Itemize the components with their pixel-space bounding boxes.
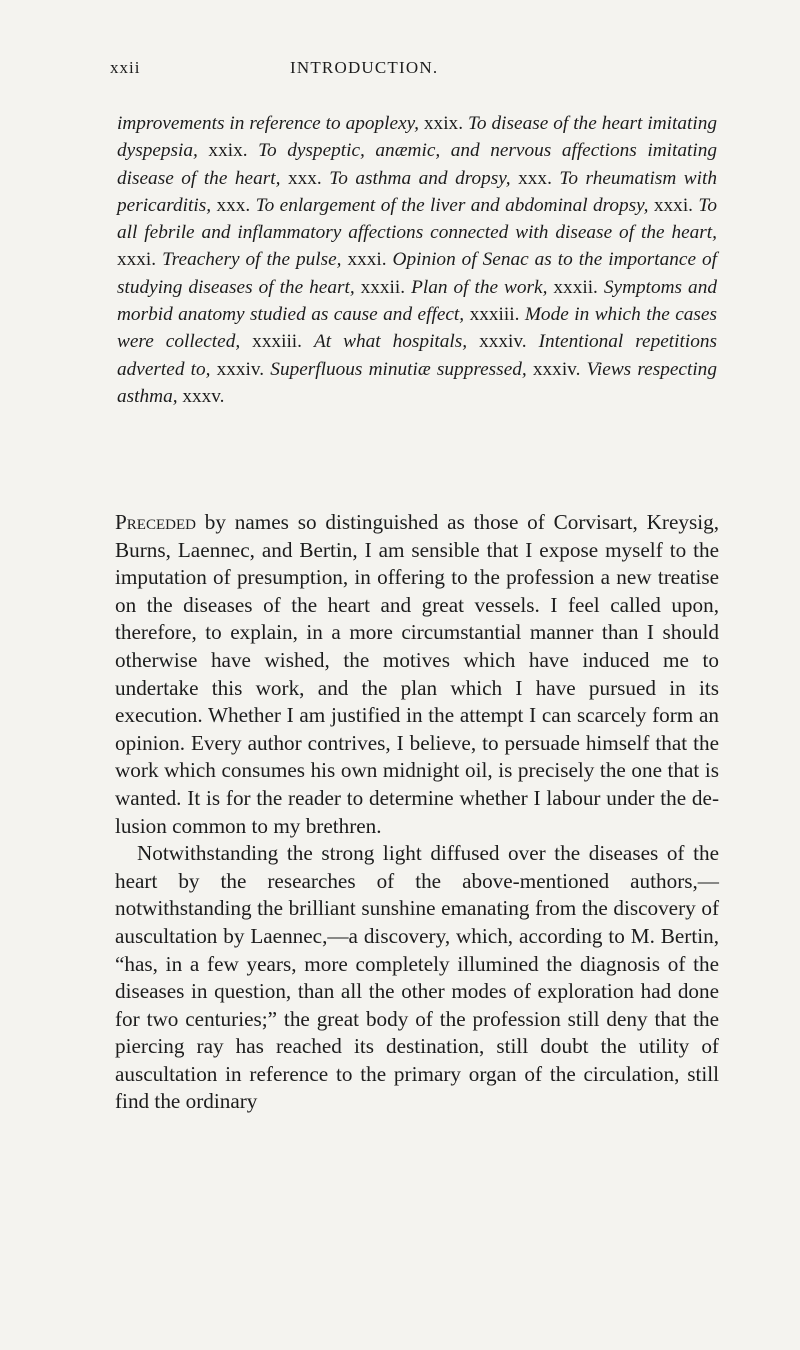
synopsis-page-ref: xxx. <box>510 167 560 189</box>
synopsis-page-ref: xxx. <box>211 194 256 216</box>
synopsis-segment: improvements in reference to apoplexy, <box>117 113 419 134</box>
body-text <box>115 509 719 1116</box>
synopsis-segment: To all febrile and inflammatory affections connected with disease of the heart, <box>117 194 717 244</box>
synopsis-segment: Opinion of Senac as to the importance of studying diseases of the heart, <box>117 249 717 298</box>
paragraph-1-text: by names so distinguished as those of Corvisart, Kreysig, Burns, Laennec, and Bertin, I am sensible that I expose myself to the imputation of presumption, in offering to the profession a new treatise on the diseases of the heart and great vessels. I feel called upon, therefore, to explain, in a more circumstantial manner than I should otherwise have wished, the motives which have induced me to undertake this work, and the plan which I have pursued in its execution. Whether I am justified in the attempt I can scarcely form an opinion. Every author contrives, I believe, to persuade himself that the work which consumes his own midnight oil, is precisely the one that is wanted. It is for the reader to determine whether I labour under the delusion common to my brethren. <box>115 510 719 838</box>
synopsis-segment: To dyspeptic, anæmic, and nervous affections imitating disease of the heart, <box>117 140 717 189</box>
paragraph-1 <box>115 509 719 840</box>
synopsis-segment: Intentional repetitions adverted to, <box>117 331 717 380</box>
synopsis-segment: At what hospitals, <box>314 331 468 353</box>
synopsis-segment: Views respecting asthma, <box>117 358 717 407</box>
synopsis-page-ref: xxix. <box>197 140 259 162</box>
synopsis-page-ref: xxx. <box>280 167 330 189</box>
synopsis-page-ref: xxxiv. <box>467 331 539 353</box>
synopsis-page-ref: xxix. <box>418 113 468 134</box>
synopsis-page-ref: xxxiv. <box>526 358 587 380</box>
running-title: INTRODUCTION. <box>290 58 439 77</box>
synopsis-page-ref: xxxii. <box>354 276 412 298</box>
synopsis-segment: Mode in which the cases were collected, <box>117 304 717 353</box>
synopsis-page-ref: xxxiv. <box>210 358 271 380</box>
synopsis-segment: Superfluous minutiæ suppressed, <box>270 358 527 380</box>
synopsis-segment: To disease of the heart imitating dyspepsia, <box>117 113 717 162</box>
synopsis-page-ref: xxxv. <box>177 385 225 407</box>
synopsis-page-ref: xxxi. <box>648 194 699 216</box>
paragraph-lead-word: Preceded <box>115 510 196 534</box>
running-head <box>110 58 720 82</box>
synopsis-segment: To enlargement of the liver and abdominal dropsy, <box>255 194 649 216</box>
page-number: xxii <box>110 58 141 77</box>
synopsis-page-ref: xxxii. <box>547 276 604 298</box>
synopsis-page-ref: xxxi. <box>341 249 393 271</box>
synopsis-page-ref: xxxiii. <box>464 304 525 326</box>
synopsis-segment: Symptoms and morbid anatomy studied as cause and effect, <box>117 276 717 326</box>
synopsis-segment: Plan of the work, <box>411 276 548 298</box>
synopsis-page-ref: xxxi. <box>117 249 163 271</box>
synopsis-segment: To asthma and dropsy, <box>329 167 511 189</box>
chapter-synopsis <box>117 110 717 410</box>
paragraph-2: Notwithstanding the strong light diffused over the diseases of the heart by the researches of the above-mentioned authors,—notwithstanding the brilliant sunshine emanating from the discovery of auscultation by Laennec,—a discovery, which, according to M. Bertin, “has, in a few years, more completely illumined the diagnosis of the diseases in question, than all the other modes of exploration had done for two centuries;” the great body of the profession still deny that the piercing ray has reached its destination, still doubt the utility of auscultation in reference to the primary organ of the circulation, still find the ordinary <box>115 841 719 1114</box>
synopsis-segment: To rheumatism with pericarditis, <box>117 167 717 216</box>
synopsis-page-ref: xxxiii. <box>240 331 314 353</box>
synopsis-segment: Treachery of the pulse, <box>162 249 342 271</box>
